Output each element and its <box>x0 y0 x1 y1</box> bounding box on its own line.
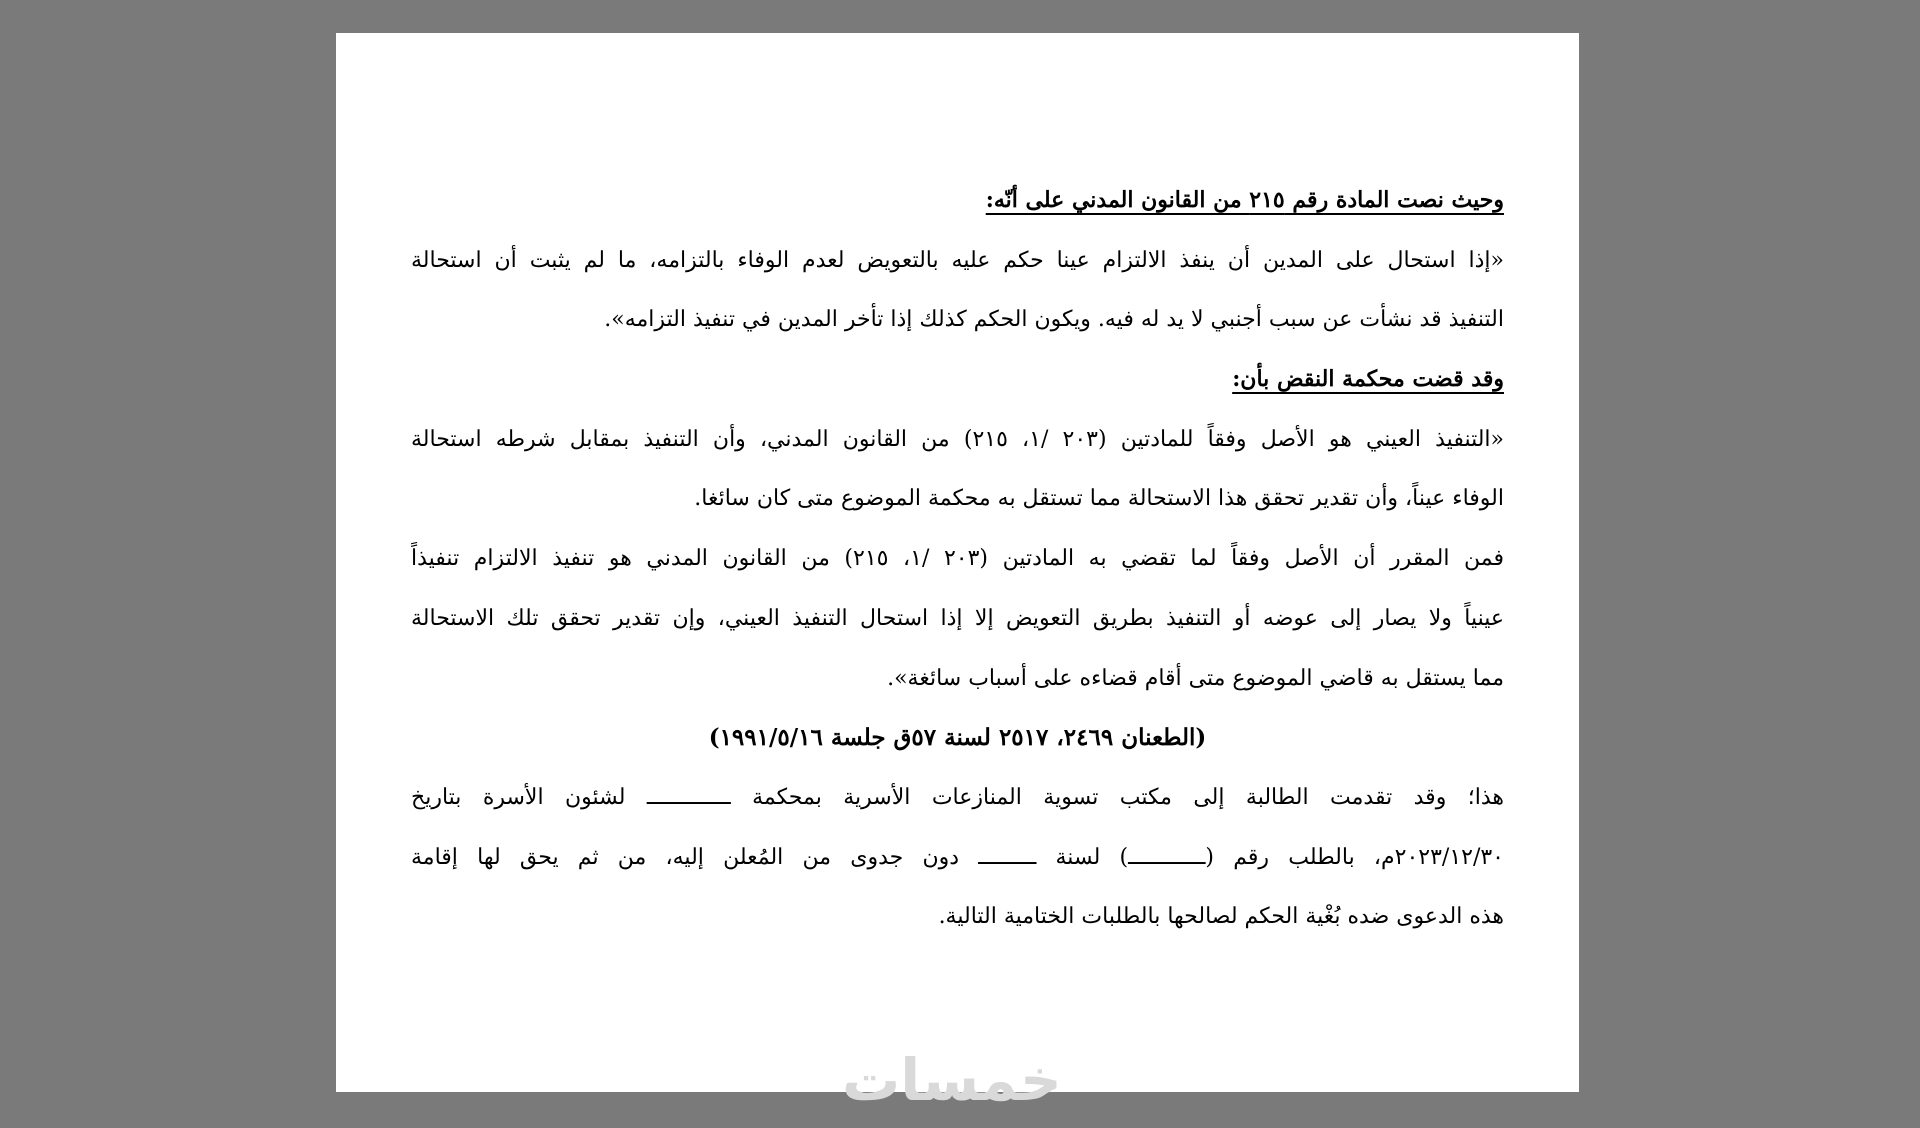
ruling-2-line-2: عينياً ولا يصار إلى عوضه أو التنفيذ بطريق التعويض إلا إذا استحال التنفيذ العيني، وإن تقدير تحقق تلك الاستحالة <box>411 605 1504 631</box>
case-citation: (الطعنان ٢٤٦٩، ٢٥١٧ لسنة ٥٧ق جلسة ١٩٩١/٥/١٦) <box>708 724 1207 752</box>
ruling-1-line-1: «التنفيذ العيني هو الأصل وفقاً للمادتين (٢٠٣ /١، ٢١٥) من القانون المدني، وأن التنفيذ بمقابل شرطه استحالة <box>411 426 1504 452</box>
closing-line-2: ٢٠٢٣/١٢/٣٠م، بالطلب رقم (ــــــــــــ) لسنة ـــــــــ دون جدوى من المُعلن إليه، من ثم يحق لها إقامة <box>411 844 1504 870</box>
closing-line-3: هذه الدعوى ضده بُغْية الحكم لصالحها بالطلبات الختامية التالية. <box>938 904 1504 930</box>
court-heading: وقد قضت محكمة النقض بأن: <box>1232 366 1504 393</box>
closing-line-1: هذا؛ وقد تقدمت الطالبة إلى مكتب تسوية المنازعات الأسرية بمحكمة ـــــــــــــ لشئون الأسرة بتاريخ <box>411 784 1504 810</box>
article-heading: وحيث نصت المادة رقم ٢١٥ من القانون المدني على أنّه: <box>985 187 1504 213</box>
quote-215-line-1: «إذا استحال على المدين أن ينفذ الالتزام عينا حكم عليه بالتعويض لعدم الوفاء بالتزامه، ما لم يثبت أن استحالة <box>411 247 1504 273</box>
ruling-2-line-1: فمن المقرر أن الأصل وفقاً لما تقضي به المادتين (٢٠٣ /١، ٢١٥) من القانون المدني هو تنفيذ الالتزام تنفيذاً <box>411 546 1504 572</box>
document-body <box>411 171 1504 947</box>
ruling-1-line-2: الوفاء عيناً، وأن تقدير تحقق هذا الاستحالة مما تستقل به محكمة الموضوع متى كان سائغا. <box>694 486 1504 512</box>
article-heading-line <box>411 171 1504 231</box>
document-page <box>336 33 1579 1092</box>
watermark-logo: خمسات <box>842 1046 1062 1114</box>
quote-215-line-2: التنفيذ قد نشأت عن سبب أجنبي لا يد له فيه. ويكون الحكم كذلك إذا تأخر المدين في تنفيذ التزامه». <box>604 307 1504 333</box>
ruling-2-line-3: مما يستقل به قاضي الموضوع متى أقام قضاءه على أسباب سائغة». <box>887 665 1504 691</box>
court-heading-line <box>411 350 1504 410</box>
